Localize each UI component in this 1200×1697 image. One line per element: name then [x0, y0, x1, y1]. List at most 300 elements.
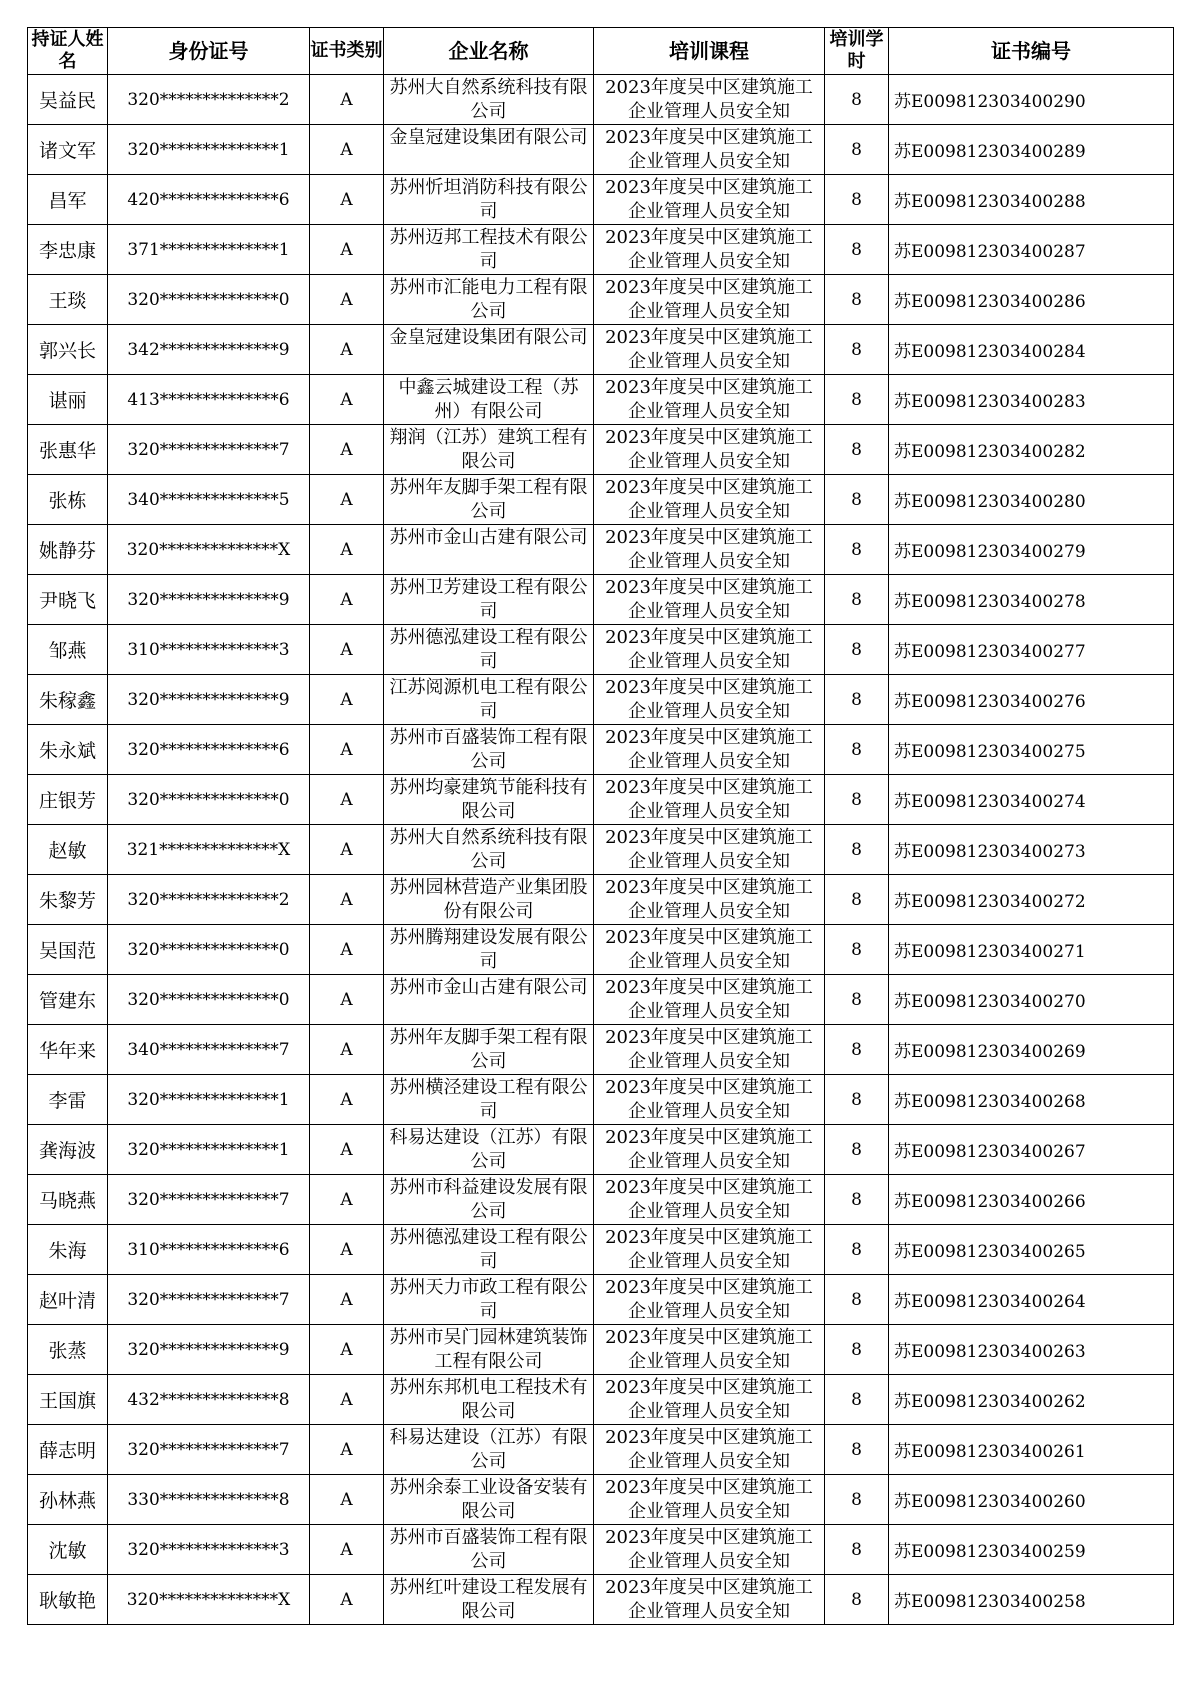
- cell-course: [594, 1025, 825, 1075]
- cell-course: [594, 775, 825, 825]
- cell-company-text: 苏州年友脚手架工程有限公司: [389, 477, 588, 522]
- cell-hours: 8: [825, 325, 889, 375]
- cell-hours: 8: [825, 1275, 889, 1325]
- cell-course-text: 2023年度吴中区建筑施工企业管理人员安全知: [605, 1377, 813, 1422]
- cell-company: [384, 1575, 594, 1625]
- table-row: [28, 1575, 1174, 1625]
- cell-company: [384, 1025, 594, 1075]
- cell-id-number: 320**************2: [108, 75, 310, 125]
- cell-category: A: [310, 575, 384, 625]
- cell-hours: 8: [825, 175, 889, 225]
- cell-company-text: 金皇冠建设集团有限公司: [389, 327, 588, 348]
- cell-cert-no: 苏E009812303400279: [889, 525, 1174, 575]
- cell-hours: 8: [825, 575, 889, 625]
- table-row: [28, 1275, 1174, 1325]
- cell-id-number: 320**************0: [108, 275, 310, 325]
- cell-company-text: 苏州市汇能电力工程有限公司: [389, 277, 588, 322]
- cell-course: [594, 75, 825, 125]
- cell-name: 沈敏: [28, 1525, 108, 1575]
- cell-name: 尹晓飞: [28, 575, 108, 625]
- table-header: [28, 28, 1174, 75]
- cell-cert-no: 苏E009812303400278: [889, 575, 1174, 625]
- table-row: [28, 1525, 1174, 1575]
- cell-category: A: [310, 1375, 384, 1425]
- cell-category: A: [310, 1125, 384, 1175]
- cell-course: [594, 675, 825, 725]
- cell-course-text: 2023年度吴中区建筑施工企业管理人员安全知: [605, 677, 813, 722]
- cell-hours: 8: [825, 475, 889, 525]
- cell-id-number: 320**************X: [108, 1575, 310, 1625]
- cell-name: 李忠康: [28, 225, 108, 275]
- table-row: [28, 675, 1174, 725]
- table-row: [28, 425, 1174, 475]
- cell-name: 王国旗: [28, 1375, 108, 1425]
- cell-cert-no: 苏E009812303400284: [889, 325, 1174, 375]
- cell-company-text: 科易达建设（江苏）有限公司: [389, 1427, 588, 1472]
- cell-company-text: 苏州忻坦消防科技有限公司: [389, 177, 588, 222]
- cell-course-text: 2023年度吴中区建筑施工企业管理人员安全知: [605, 1427, 813, 1472]
- table-row: [28, 175, 1174, 225]
- cell-category: A: [310, 1475, 384, 1525]
- cell-category: A: [310, 775, 384, 825]
- cell-cert-no: 苏E009812303400274: [889, 775, 1174, 825]
- cell-id-number: 413**************6: [108, 375, 310, 425]
- cell-course: [594, 575, 825, 625]
- cell-course: [594, 1125, 825, 1175]
- cell-company: [384, 175, 594, 225]
- cell-name: 吴国范: [28, 925, 108, 975]
- cell-course-text: 2023年度吴中区建筑施工企业管理人员安全知: [605, 1177, 813, 1222]
- table-row: [28, 925, 1174, 975]
- cell-company-text: 苏州德泓建设工程有限公司: [389, 627, 588, 672]
- cell-cert-no: 苏E009812303400289: [889, 125, 1174, 175]
- cell-company: [384, 775, 594, 825]
- cell-cert-no: 苏E009812303400288: [889, 175, 1174, 225]
- table-row: [28, 1025, 1174, 1075]
- cell-company: [384, 1075, 594, 1125]
- cell-id-number: 310**************6: [108, 1225, 310, 1275]
- cell-company-text: 苏州德泓建设工程有限公司: [389, 1227, 588, 1272]
- cell-company-text: 科易达建设（江苏）有限公司: [389, 1127, 588, 1172]
- cell-company-text: 苏州卫芳建设工程有限公司: [389, 577, 588, 622]
- cell-id-number: 420**************6: [108, 175, 310, 225]
- cell-company: [384, 75, 594, 125]
- cell-company: [384, 275, 594, 325]
- cell-course-text: 2023年度吴中区建筑施工企业管理人员安全知: [605, 577, 813, 622]
- cell-company: [384, 675, 594, 725]
- cell-company-text: 苏州天力市政工程有限公司: [389, 1277, 588, 1322]
- cell-course: [594, 725, 825, 775]
- cell-company: [384, 425, 594, 475]
- cell-name: 吴益民: [28, 75, 108, 125]
- cell-name: 华年来: [28, 1025, 108, 1075]
- cell-category: A: [310, 875, 384, 925]
- cell-course: [594, 1175, 825, 1225]
- cell-company: [384, 375, 594, 425]
- cell-category: A: [310, 1325, 384, 1375]
- cell-name: 李雷: [28, 1075, 108, 1125]
- cell-cert-no: 苏E009812303400268: [889, 1075, 1174, 1125]
- cell-company-text: 苏州东邦机电工程技术有限公司: [389, 1377, 588, 1422]
- cell-hours: 8: [825, 1575, 889, 1625]
- cell-id-number: 320**************9: [108, 1325, 310, 1375]
- cell-course: [594, 175, 825, 225]
- cell-hours: 8: [825, 125, 889, 175]
- cell-company: [384, 325, 594, 375]
- cell-id-number: 320**************9: [108, 675, 310, 725]
- cell-course-text: 2023年度吴中区建筑施工企业管理人员安全知: [605, 327, 813, 372]
- cell-company-text: 苏州均豪建筑节能科技有限公司: [389, 777, 588, 822]
- cell-cert-no: 苏E009812303400262: [889, 1375, 1174, 1425]
- cell-company: [384, 125, 594, 175]
- cell-category: A: [310, 1175, 384, 1225]
- cell-cert-no: 苏E009812303400260: [889, 1475, 1174, 1525]
- cell-cert-no: 苏E009812303400282: [889, 425, 1174, 475]
- cell-hours: 8: [825, 1225, 889, 1275]
- cell-id-number: 432**************8: [108, 1375, 310, 1425]
- cell-id-number: 320**************7: [108, 1175, 310, 1225]
- cell-name: 朱海: [28, 1225, 108, 1275]
- cell-course-text: 2023年度吴中区建筑施工企业管理人员安全知: [605, 1027, 813, 1072]
- cell-name: 龚海波: [28, 1125, 108, 1175]
- cell-category: A: [310, 975, 384, 1025]
- cell-company: [384, 475, 594, 525]
- cell-course-text: 2023年度吴中区建筑施工企业管理人员安全知: [605, 777, 813, 822]
- cell-course-text: 2023年度吴中区建筑施工企业管理人员安全知: [605, 127, 813, 172]
- cell-course: [594, 1075, 825, 1125]
- cell-cert-no: 苏E009812303400290: [889, 75, 1174, 125]
- cell-name: 邹燕: [28, 625, 108, 675]
- cell-name: 孙林燕: [28, 1475, 108, 1525]
- cell-cert-no: 苏E009812303400286: [889, 275, 1174, 325]
- cell-category: A: [310, 175, 384, 225]
- cell-company: [384, 1225, 594, 1275]
- cell-name: 薛志明: [28, 1425, 108, 1475]
- cell-course: [594, 1225, 825, 1275]
- cell-company-text: 苏州余泰工业设备安装有限公司: [389, 1477, 588, 1522]
- cell-cert-no: 苏E009812303400283: [889, 375, 1174, 425]
- cell-company-text: 江苏阅源机电工程有限公司: [389, 677, 588, 722]
- table-row: [28, 1225, 1174, 1275]
- cell-course-text: 2023年度吴中区建筑施工企业管理人员安全知: [605, 1227, 813, 1272]
- cell-course-text: 2023年度吴中区建筑施工企业管理人员安全知: [605, 1577, 813, 1622]
- cell-name: 朱永斌: [28, 725, 108, 775]
- cell-hours: 8: [825, 525, 889, 575]
- cell-company-text: 苏州市金山古建有限公司: [389, 977, 588, 998]
- cell-course-text: 2023年度吴中区建筑施工企业管理人员安全知: [605, 927, 813, 972]
- cell-category: A: [310, 75, 384, 125]
- table-row: [28, 625, 1174, 675]
- table-row: [28, 725, 1174, 775]
- cell-hours: 8: [825, 275, 889, 325]
- cell-id-number: 320**************1: [108, 1125, 310, 1175]
- cell-category: A: [310, 825, 384, 875]
- cell-category: A: [310, 375, 384, 425]
- table-row: [28, 1175, 1174, 1225]
- cell-name: 诸文军: [28, 125, 108, 175]
- table-row: [28, 275, 1174, 325]
- cell-course-text: 2023年度吴中区建筑施工企业管理人员安全知: [605, 1127, 813, 1172]
- cell-course-text: 2023年度吴中区建筑施工企业管理人员安全知: [605, 377, 813, 422]
- cell-id-number: 320**************1: [108, 125, 310, 175]
- cell-hours: 8: [825, 725, 889, 775]
- cell-course: [594, 1425, 825, 1475]
- cell-name: 张蒸: [28, 1325, 108, 1375]
- cell-course: [594, 325, 825, 375]
- cell-course: [594, 525, 825, 575]
- cell-company-text: 苏州腾翔建设发展有限公司: [389, 927, 588, 972]
- table-row: [28, 475, 1174, 525]
- cell-hours: 8: [825, 975, 889, 1025]
- cell-name: 庄银芳: [28, 775, 108, 825]
- cell-company-text: 苏州市吴门园林建筑装饰工程有限公司: [389, 1327, 588, 1372]
- cell-company-text: 苏州年友脚手架工程有限公司: [389, 1027, 588, 1072]
- cell-company-text: 苏州红叶建设工程发展有限公司: [389, 1577, 588, 1622]
- cell-hours: 8: [825, 925, 889, 975]
- cell-company: [384, 975, 594, 1025]
- cell-company: [384, 1275, 594, 1325]
- cell-company: [384, 1525, 594, 1575]
- cell-company: [384, 625, 594, 675]
- table-row: [28, 1425, 1174, 1475]
- cell-hours: 8: [825, 1075, 889, 1125]
- cell-company-text: 苏州市百盛装饰工程有限公司: [389, 727, 588, 772]
- cell-company-text: 苏州大自然系统科技有限公司: [389, 77, 588, 122]
- cell-course-text: 2023年度吴中区建筑施工企业管理人员安全知: [605, 477, 813, 522]
- header-id-number: 身份证号: [108, 28, 310, 75]
- table-row: [28, 225, 1174, 275]
- cell-hours: 8: [825, 1125, 889, 1175]
- cell-cert-no: 苏E009812303400269: [889, 1025, 1174, 1075]
- cell-company-text: 苏州市百盛装饰工程有限公司: [389, 1527, 588, 1572]
- table-row: [28, 525, 1174, 575]
- cell-company: [384, 925, 594, 975]
- cell-company: [384, 1325, 594, 1375]
- cell-name: 赵敏: [28, 825, 108, 875]
- cell-name: 朱黎芳: [28, 875, 108, 925]
- cell-course: [594, 975, 825, 1025]
- table-row: [28, 975, 1174, 1025]
- cell-category: A: [310, 475, 384, 525]
- cell-name: 谌丽: [28, 375, 108, 425]
- cell-id-number: 340**************5: [108, 475, 310, 525]
- cell-company-text: 苏州大自然系统科技有限公司: [389, 827, 588, 872]
- cell-hours: 8: [825, 375, 889, 425]
- cell-course: [594, 1475, 825, 1525]
- cell-hours: 8: [825, 75, 889, 125]
- certificate-table: [27, 27, 1174, 1625]
- header-category: 证书类别: [310, 28, 384, 75]
- cell-company-text: 金皇冠建设集团有限公司: [389, 127, 588, 148]
- cell-hours: 8: [825, 1025, 889, 1075]
- cell-id-number: 320**************6: [108, 725, 310, 775]
- cell-category: A: [310, 125, 384, 175]
- cell-cert-no: 苏E009812303400272: [889, 875, 1174, 925]
- cell-id-number: 320**************7: [108, 1275, 310, 1325]
- cell-hours: 8: [825, 1525, 889, 1575]
- cell-id-number: 320**************0: [108, 925, 310, 975]
- cell-cert-no: 苏E009812303400273: [889, 825, 1174, 875]
- cell-hours: 8: [825, 1475, 889, 1525]
- cell-hours: 8: [825, 625, 889, 675]
- cell-company: [384, 725, 594, 775]
- cell-course: [594, 125, 825, 175]
- cell-course: [594, 825, 825, 875]
- cell-company: [384, 575, 594, 625]
- cell-cert-no: 苏E009812303400271: [889, 925, 1174, 975]
- cell-course-text: 2023年度吴中区建筑施工企业管理人员安全知: [605, 727, 813, 772]
- cell-cert-no: 苏E009812303400275: [889, 725, 1174, 775]
- cell-cert-no: 苏E009812303400265: [889, 1225, 1174, 1275]
- cell-hours: 8: [825, 1425, 889, 1475]
- cell-id-number: 320**************2: [108, 875, 310, 925]
- cell-name: 昌军: [28, 175, 108, 225]
- cell-category: A: [310, 725, 384, 775]
- cell-id-number: 320**************3: [108, 1525, 310, 1575]
- cell-course-text: 2023年度吴中区建筑施工企业管理人员安全知: [605, 1077, 813, 1122]
- cell-category: A: [310, 425, 384, 475]
- cell-id-number: 320**************7: [108, 1425, 310, 1475]
- cell-course-text: 2023年度吴中区建筑施工企业管理人员安全知: [605, 1327, 813, 1372]
- cell-course-text: 2023年度吴中区建筑施工企业管理人员安全知: [605, 227, 813, 272]
- cell-category: A: [310, 275, 384, 325]
- cell-company-text: 苏州市科益建设发展有限公司: [389, 1177, 588, 1222]
- cell-course-text: 2023年度吴中区建筑施工企业管理人员安全知: [605, 977, 813, 1022]
- cell-category: A: [310, 625, 384, 675]
- table-row: [28, 325, 1174, 375]
- cell-name: 耿敏艳: [28, 1575, 108, 1625]
- cell-name: 张惠华: [28, 425, 108, 475]
- cell-category: A: [310, 1075, 384, 1125]
- cell-cert-no: 苏E009812303400259: [889, 1525, 1174, 1575]
- cell-category: A: [310, 1425, 384, 1475]
- cell-cert-no: 苏E009812303400266: [889, 1175, 1174, 1225]
- cell-name: 赵叶清: [28, 1275, 108, 1325]
- cell-course-text: 2023年度吴中区建筑施工企业管理人员安全知: [605, 527, 813, 572]
- cell-hours: 8: [825, 225, 889, 275]
- cell-course: [594, 1275, 825, 1325]
- cell-hours: 8: [825, 825, 889, 875]
- cell-company: [384, 1125, 594, 1175]
- cell-course: [594, 225, 825, 275]
- header-course: 培训课程: [594, 28, 825, 75]
- table-row: [28, 825, 1174, 875]
- table-row: [28, 1375, 1174, 1425]
- cell-course: [594, 275, 825, 325]
- cell-name: 郭兴长: [28, 325, 108, 375]
- table-row: [28, 875, 1174, 925]
- cell-id-number: 340**************7: [108, 1025, 310, 1075]
- cell-hours: 8: [825, 875, 889, 925]
- cell-category: A: [310, 325, 384, 375]
- cell-course-text: 2023年度吴中区建筑施工企业管理人员安全知: [605, 877, 813, 922]
- cell-course: [594, 375, 825, 425]
- cell-id-number: 342**************9: [108, 325, 310, 375]
- header-cert-no: 证书编号: [889, 28, 1174, 75]
- cell-course: [594, 475, 825, 525]
- cell-id-number: 310**************3: [108, 625, 310, 675]
- header-hours: 培训学时: [825, 28, 889, 75]
- cell-cert-no: 苏E009812303400270: [889, 975, 1174, 1025]
- table-row: [28, 75, 1174, 125]
- cell-hours: 8: [825, 1175, 889, 1225]
- cell-category: A: [310, 925, 384, 975]
- cell-cert-no: 苏E009812303400258: [889, 1575, 1174, 1625]
- cell-cert-no: 苏E009812303400261: [889, 1425, 1174, 1475]
- cell-company: [384, 525, 594, 575]
- cell-category: A: [310, 1025, 384, 1075]
- table-row: [28, 775, 1174, 825]
- cell-name: 张栋: [28, 475, 108, 525]
- cell-category: A: [310, 675, 384, 725]
- cell-company: [384, 825, 594, 875]
- cell-id-number: 320**************0: [108, 775, 310, 825]
- cell-cert-no: 苏E009812303400276: [889, 675, 1174, 725]
- table-row: [28, 375, 1174, 425]
- cell-id-number: 321**************X: [108, 825, 310, 875]
- cell-company-text: 翔润（江苏）建筑工程有限公司: [389, 427, 588, 472]
- cell-course-text: 2023年度吴中区建筑施工企业管理人员安全知: [605, 277, 813, 322]
- cell-name: 马晓燕: [28, 1175, 108, 1225]
- cell-id-number: 320**************1: [108, 1075, 310, 1125]
- cell-category: A: [310, 1225, 384, 1275]
- cell-course: [594, 875, 825, 925]
- table-row: [28, 125, 1174, 175]
- cell-category: A: [310, 225, 384, 275]
- cell-name: 王琰: [28, 275, 108, 325]
- cell-cert-no: 苏E009812303400277: [889, 625, 1174, 675]
- cell-hours: 8: [825, 1375, 889, 1425]
- cell-course-text: 2023年度吴中区建筑施工企业管理人员安全知: [605, 1527, 813, 1572]
- cell-hours: 8: [825, 425, 889, 475]
- cell-id-number: 371**************1: [108, 225, 310, 275]
- table-body: [28, 75, 1174, 1625]
- cell-company: [384, 225, 594, 275]
- cell-course-text: 2023年度吴中区建筑施工企业管理人员安全知: [605, 427, 813, 472]
- cell-course: [594, 925, 825, 975]
- cell-cert-no: 苏E009812303400280: [889, 475, 1174, 525]
- cell-id-number: 320**************7: [108, 425, 310, 475]
- cell-course-text: 2023年度吴中区建筑施工企业管理人员安全知: [605, 1277, 813, 1322]
- cell-course-text: 2023年度吴中区建筑施工企业管理人员安全知: [605, 77, 813, 122]
- cell-company-text: 中鑫云城建设工程（苏州）有限公司: [398, 377, 579, 422]
- table-row: [28, 575, 1174, 625]
- cell-hours: 8: [825, 775, 889, 825]
- cell-course: [594, 1525, 825, 1575]
- cell-company: [384, 1375, 594, 1425]
- cell-company: [384, 1425, 594, 1475]
- cell-cert-no: 苏E009812303400287: [889, 225, 1174, 275]
- cell-category: A: [310, 1575, 384, 1625]
- header-name: 持证人姓名: [28, 28, 108, 75]
- cell-course-text: 2023年度吴中区建筑施工企业管理人员安全知: [605, 177, 813, 222]
- cell-hours: 8: [825, 675, 889, 725]
- cell-name: 管建东: [28, 975, 108, 1025]
- header-company: 企业名称: [384, 28, 594, 75]
- cell-course: [594, 1575, 825, 1625]
- cell-cert-no: 苏E009812303400263: [889, 1325, 1174, 1375]
- table-row: [28, 1125, 1174, 1175]
- cell-company: [384, 875, 594, 925]
- cell-hours: 8: [825, 1325, 889, 1375]
- cell-id-number: 320**************9: [108, 575, 310, 625]
- header-row: [28, 28, 1174, 75]
- cell-cert-no: 苏E009812303400264: [889, 1275, 1174, 1325]
- cell-company-text: 苏州横泾建设工程有限公司: [389, 1077, 588, 1122]
- cell-category: A: [310, 1525, 384, 1575]
- table-row: [28, 1325, 1174, 1375]
- cell-company: [384, 1475, 594, 1525]
